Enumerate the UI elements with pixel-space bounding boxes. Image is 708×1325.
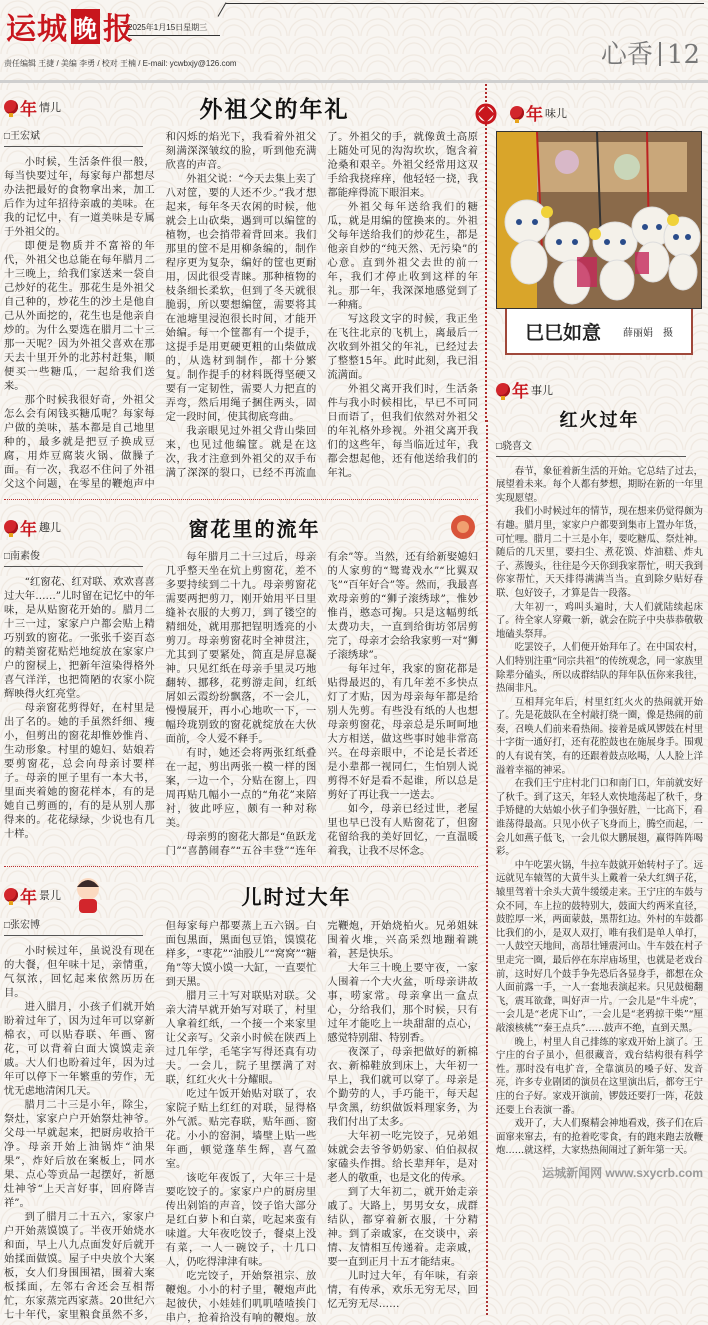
paragraph: 腊月三十写对联贴对联。父亲大清早就开始写对联了，村里人拿着红纸，一个接一个来家里让父亲写。父亲小时候在陕西上过几年学，毛笔字写得还真有功夫。一会儿，院子里摆满了对联，红红火火十分耀眼。 [165, 990, 317, 1086]
paragraph: 外祖父说：“今天去集上卖了八对筐，要的人还不少。”我才想起来，每年冬天农闲的时候，他就会上山砍柴，遇到可以编筐的植物，也会捎带着背回来。我们那里的筐不是用柳条编的，制作程序更为复杂，编好的筐也更耐用，因此很受青睐。那种植物的枝条细长柔软，但到了冬天就很脆弱，所以要想编筐，需要将其在池塘里浸泡很长时间，才能开始编。每一个筐都有一个提手，这提手是用更硬更粗的山柴做成的，从选材到制作，都十分繁复。制作提手的材料既得坚硬又要有一定韧性，需要人力把直的弄弯，然后用绳子捆住两头，固定一段时间，使其彻底弯曲。 [165, 173, 317, 423]
watermark: 运城新闻网 www.sxycrb.com [542, 1165, 703, 1180]
label-text: 趣儿 [39, 521, 61, 534]
author-byline: □南素俊 [4, 550, 143, 567]
article-body [4, 130, 478, 491]
label-char: 年 [512, 382, 529, 402]
column-divider [486, 420, 488, 1315]
issue-date: 2025年1月15日星期三 [128, 22, 220, 36]
divider [659, 42, 661, 66]
paragraph: “红窗花、红对联、欢欢喜喜过大年……”儿时留在记忆中的年味，是从贴窗花开始的。腊月二十三一过，家家户户都会贴上精巧别致的窗花。一张张千姿百态的精美窗花贴烂地绽放在家家户户的窗棂上，把新年渲染得格外喜气洋洋，也把简陋的农家小院辉映得火红亮堂。 [4, 576, 155, 700]
photo-caption: 巳巳如意 [524, 321, 601, 344]
section-header [4, 508, 478, 546]
label-char: 年 [526, 105, 543, 125]
paragraph: 春节，象征着新生活的开始。它总结了过去，展望着未来。每个人都有梦想，期盼在新的一年里实现愿望。 [496, 465, 703, 504]
paragraph: 母亲窗花剪得好，在村里是出了名的。她的手虽然纤细、瘦小，但剪出的窗花却惟妙惟肖、生动形象。村里的媳妇、姑娘若要剪窗花，总会向母亲讨要样子。母亲的匣子里有一本大书，里面夹着她的窗花样本，有的是她自己剪画的，有的是从别人那得来的。花花绿绿，少说也有几十样。 [4, 702, 155, 840]
paragraph: 小时候，生活条件很一般，每当快要过年，每家每户都想尽办法把最好的食物拿出来，加工后作为过年招待亲戚的美味。在我的记忆中，有一道美味是专属于外祖父的。 [4, 156, 155, 238]
column-label [510, 100, 703, 125]
lantern-icon [496, 383, 510, 397]
column-label [4, 95, 61, 120]
article-title: 外祖父的年礼 [199, 96, 350, 123]
paragraph: 大年三十晚上要守夜，一家人围着一个大火盆，听母亲讲故事，唠家常。母亲拿出一盒点心，分给我们，那个时候，只有过年才能吃上一块甜甜的点心，感觉特别甜、特别香。 [327, 962, 478, 1044]
article-title: 红火过年 [559, 410, 640, 431]
paragraph: 互相拜完年后，村里红红火火的热闹就开始了。先是花鼓队在全村敲打绕一圈，像是热闹的前奏，召唤人们前来看热闹。接着是威风锣鼓在村里十字街一通好打，还有花腔鼓也在施展身手。围观的人有说有笑，有的还跟着鼓点吆喝，人人脸上洋溢着幸福的神采。 [496, 696, 703, 776]
paragraph: 吃过午饭开始贴对联了，农家院子贴上红红的对联，显得格外气派。贴完春联，贴年画、窗花。小小的窑洞，墙壁上贴一些年画，顿觉蓬荜生辉，喜气盈室。 [165, 1088, 317, 1170]
label-text: 味儿 [545, 106, 567, 120]
paragraph: 到了腊月二十五六，家家户户开始蒸馍馍了。半夜开始烧水和面，早上八九点面发好后就开始揉面做馍。屋子中央放个大案板，女人们身围围裙，围着大案板揉面，左邻右舍还会互相帮忙，东家蒸完西家蒸。20世纪六七十年代，家里粮食虽然不多，但每家每户都要蒸上五六锅。白面包黑面，黑面包豆馅，馍馍花样多，“枣花”“油股儿”“窝窝”“糖角”等大馍小馍一大缸，一直要忙到天黑。 [4, 920, 317, 1321]
paragraph: 每年过年，我家的窗花都是贴得最迟的，有几年差不多快点灯了才贴，因为母亲每年都是给别人先剪。有些没有纸的人也想母亲剪窗花，母亲总是乐呵呵地大方相送，做这些事时她非常高兴。在母亲眼中，不论是长者还是小辈都一视同仁，生怕别人说剪得不好是看不起谁，所以总是剪好了再让我一一送去。 [327, 663, 478, 801]
paragraph: 外祖父离开我们时，生活条件与我小时候相比，早已不可同日而语了，但我们依然对外祖父的年礼格外珍视。外祖父离开我们的这些年，每当临近过年，我都会想起他，还有他送给我们的年礼。 [327, 383, 478, 479]
section-header [4, 875, 478, 915]
column-label [496, 377, 703, 402]
column-label [4, 515, 61, 540]
paragraph: 在我们王宁庄村北门口和南门口，年前就安好了秋千。到了这天，年轻人欢快地荡起了秋千，身手矫健的大姑娘小伙子们争强好胜，一比高下，看谁荡得最高。只见小伙子飞身而上，腾空而起，一会儿如燕子低飞，一会儿似大鹏展翅，赢得阵阵喝彩。 [496, 778, 703, 858]
label-char: 年 [20, 99, 37, 120]
lantern-icon [4, 888, 18, 902]
photo-snake-ornaments [496, 131, 702, 309]
paragraph: 那个时候我很好奇，外祖父怎么会有闲钱买糖瓜呢？每家每户做的美味，基本都是自己地里种的，最多就是把豆子换成豆腐，用炸豆腐装火锅、做臊子面。有一次，我忍不住问了外祖父这个问题，在零星的鞭炮声中和闪烁的焰光下，我看着外祖父刻满深深皱纹的脸，听到他充满欣喜的声音。 [4, 131, 317, 490]
paragraph: 儿时过大年，有年味，有亲情，有传承，欢乐无穷无尽，回忆无穷无尽…… [327, 1270, 478, 1310]
paragraph: 腊月二十三是小年，除尘，祭灶，家家户户开始祭灶神爷。父母一早就起来，把厨房收拾干净。母亲开始上油锅炸“油果果”，炸好后放在案板上，同水果、点心等贡品一起摆好，祈愿灶神爷“上天言好事，回府降吉祥”。 [4, 1099, 155, 1209]
paragraph: 吃完饺子，开始祭祖宗、放鞭炮。小小的村子里，鞭炮声此起彼伏，小娃娃们叽叽喳喳挨门串户，抢着拾没有响的鞭炮。放完鞭炮，开始烧柏火。兄弟姐妹围着火堆，兴高采烈地蹦着跳着，甚是快乐。 [165, 920, 478, 1324]
paragraph: 写这段文字的时候，我正坐在飞往北京的飞机上，离最后一次收到外祖父的年礼，已经过去了整整15年。此时此刻，我已泪流满面。 [327, 313, 478, 381]
article-childhood-new-year [4, 875, 478, 1325]
editor-credits: 责任编辑 王捷 / 美编 李勇 / 校对 王楠 / E-mail: ycwbxjy@126.com [4, 59, 237, 68]
label-text: 事儿 [531, 383, 553, 397]
article-body [496, 440, 703, 1158]
snake-plush-image [497, 132, 701, 308]
photo-credit: 薛丽娟 摄 [623, 327, 673, 339]
header-line [226, 3, 704, 4]
paragraph: 吃罢饺子，人们便开始拜年了。在中国农村，人们特别注重“同宗共祖”的传统观念，同一家族里除辈分磕头，所以成群结队的拜年队伍你来我往，热闹非凡。 [496, 642, 703, 695]
header-rule [0, 80, 708, 83]
child-mascot-icon [71, 875, 105, 915]
paragraph: 如今，母亲已经过世，老屋里也早已没有人贴窗花了，但窗花留给我的美好回忆，一直温暖着我，让我不尽怀念。 [327, 803, 478, 857]
label-text: 情儿 [39, 101, 61, 114]
left-articles [4, 88, 478, 1325]
section-page [601, 34, 700, 71]
paragraph: 晚上，村里人自己排练的家戏开始上演了。王宁庄的台子虽小，但很藏音，戏台结构很有科学性。那时没有电扩音，全靠演员的嗓子好、发音亮，许多专业剧团的演员在这里演出后，都夸王宁庄的台子好。家戏开演前，锣鼓还要打一阵，花鼓还要上台表演一番。 [496, 1036, 703, 1116]
masthead-text: 运城 [6, 12, 68, 47]
paragraph: 进入腊月，小孩子们就开始盼着过年了，因为过年可以穿新棉衣，可以贴春联、年画、窗花，可以背着白面大馍馍走亲戚。大人们也盼着过年，因为过年可以停下一年繁重的劳作，无忧无虑地清闲几天。 [4, 1001, 155, 1097]
lantern-icon [510, 106, 524, 120]
header-line [218, 2, 227, 16]
paragraph: 我亲眼见过外祖父背山柴回来，也见过他编筐。就是在这次，我才注意到外祖父的双手布满了深深的裂口，已经不再流血了。外祖父的手，就像黄土高原上随处可见的沟沟坎坎，饱含着沧桑和艰辛。外祖父经常用这双手给我挠痒痒，他轻轻一挠，我都能痒得流下眼泪来。 [165, 131, 478, 479]
paragraph: 夜深了，母亲把做好的新棉衣、新棉鞋放到床上，大年初一早上，我们就可以穿了。母亲是个勤劳的人，手巧能干，每天起早贪黑，纺织做饭料理家务，为我们付出了太多。 [327, 1046, 478, 1128]
right-column [496, 88, 703, 1181]
paragraph: 每年腊月二十三过后，母亲几乎整天坐在炕上剪窗花，差不多要持续到二十九。母亲剪窗花需要两把剪刀，刚开始用平日里缝补衣服的大剪刀，到了镂空的精细处，就用那把锃明透亮的小剪刀。母亲剪窗花时全神贯注，尤其到了要紧处，简直是屏息凝神。只见红纸在母亲手里灵巧地翻转、挪移，花剪游走间，红纸屑如云霞纷纷飘落，不一会儿，慢慢展开，再小心地吹一下，一幅玲珑别致的窗花就绽放在大伙面前，令人爱不释手。 [165, 551, 317, 745]
masthead-box: 晚 [71, 9, 100, 44]
page-number: 12 [666, 40, 700, 70]
paragraph: 中午吃罢火锅，牛拉车鼓就开始转村子了。远远就见车辕驾的大黄牛头上戴着一朵大红绸子花，辕里驾着十余头大黄牛缓缓走来。王宁庄的车鼓与众不同，车上拉的鼓特别大，鼓面大约两米直径，鼓腔厚一米，两面蒙鼓，黑帮红边。外村的车鼓都比我们的小，是双人双打，唯有我们是单人单打，一人鼓空天地间，高昂壮锤震河山。牛车鼓在村子里走完一圈，最后停在东岸庙场里，也就是老戏台前，这时好几个鼓手争先恐后各显身手，都想在众人面前露一手，一人一套地表演起来。只见鼓槌翻飞，震耳欲聋，叫好声一片。一会儿是“牛斗虎”，一会儿是“老虎下山”，一会儿是“老鸦掠干柴”“厘敲滚核桃”“秦王点兵”……鼓声不绝，直到天黑。 [496, 859, 703, 1034]
article-body [4, 550, 478, 858]
paragraph: 该吃年夜饭了，大年三十是要吃饺子的。家家户户的厨房里传出剁馅的声音，饺子馅大部分是红白萝卜和白菜，吃起来蛮有味道。大年夜吃饺子，餐桌上没有菜，一人一碗饺子，十几口人，仍吃得津津有味。 [165, 1172, 317, 1268]
paragraph: 外祖父每年送给我们的糖瓜，就是用编的筐换来的。外祖父每年送给我们的炒花生，都是他亲自炒的“纯天然、无污染”的心意。直到外祖父去世的前一年，我们才停止收到这样的年礼。那一年，我深深地感觉到了一种痛。 [327, 201, 478, 311]
lantern-icon [4, 100, 18, 114]
paragraph: 即便是物质并不富裕的年代，外祖父也总能在每年腊月二十三晚上，给我们家送来一袋自己炒好的花生。那花生是外祖父自己种的，炒花生的沙土是他自己从外面挖的，花生也是他亲自炒的。为什么要选在腊月二十三那一天呢？因为外祖父喜欢在那天去十里开外的北苏村赶集，顺便买一些糖瓜，一起给我们送来。 [4, 240, 155, 392]
paragraph: 戏开了，大人们聚精会神地看戏，孩子们在后面窜来窜去，有的抢着吃零食，有的跑来跑去放鞭炮……就这样，大家热热闹闹过了新年第一天。 [496, 1118, 703, 1157]
paper-cut-flower-icon [448, 512, 478, 542]
article-body [4, 919, 478, 1325]
paragraph: 我们小时候过年的情节，现在想来仍觉得颇为有趣。腊月里，家家户户都要到集市上置办年货，可忙哩。腊月二十三是小年，要吃糖瓜、祭灶神。随后的几天里，要扫尘、煮花馍、炸油糕、炸丸子、蒸馒头，往往是今天你到我家帮忙，明天我到你家帮忙，天天排得满满当当。直到除夕贴好春联、包好饺子，才算是告一段落。 [496, 506, 703, 599]
lantern-icon [4, 520, 18, 534]
photo-caption-box [505, 309, 693, 355]
label-text: 景儿 [39, 889, 61, 902]
masthead-text: 报 [103, 12, 134, 47]
label-char: 年 [20, 519, 37, 540]
section-divider [4, 866, 478, 867]
article-title: 窗花里的流年 [188, 516, 321, 541]
column-label [4, 883, 61, 908]
paragraph: 有时，她还会将两张红纸叠在一起，剪出两张一模一样的图案，一边一个，分贴在窗上，四周再贴几幅小一点的“角花”来陪衬，彼此呼应，颇有一种对称美。 [165, 747, 317, 829]
paragraph: 小时候过年，虽说没有现在的大餐，但年味十足，亲情重，气氛浓，回忆起来依然历历在目。 [4, 945, 155, 999]
author-byline: □骁喜文 [496, 440, 686, 457]
author-byline: □王宏斌 [4, 130, 143, 147]
article-title: 儿时过大年 [241, 884, 352, 909]
paragraph: 到了大年初二，就开始走亲戚了。大路上，男男女女，成群结队，都穿着新衣服，十分精神。到了亲戚家，在交谈中，亲情、友情相互传递着。走亲戚，要一直到正月十五才能结束。 [327, 1186, 478, 1268]
section-name: 心香 [600, 40, 653, 70]
paragraph: 大年初一吃完饺子，兄弟姐妹就会去爷爷奶奶家、伯伯叔叔家磕头作揖。给长辈拜年，是对老人的敬重，也是文化的传承。 [327, 1130, 478, 1184]
masthead-logo [6, 4, 134, 48]
author-byline: □张宏博 [4, 919, 143, 936]
section-header [4, 88, 478, 126]
section-divider [4, 499, 478, 500]
label-char: 年 [20, 887, 37, 908]
paragraph: 母亲剪的窗花大都是“鱼跃龙门”“喜鹊闹春”“五谷丰登”“连年有余”等。当然，还有给新娶媳妇的人家剪的“鸳鸯戏水”“比翼双飞”“百年好合”等。然而，我最喜欢母亲剪的“狮子滚绣球”，惟妙惟肖，憨态可掬。只是这幅剪纸太费功夫，一直到给街坊邻居剪完了，母亲才会给我家剪一对“狮子滚绣球”。 [165, 551, 478, 857]
article-grandfather-gift [4, 88, 478, 491]
paragraph: 大年初一，鸡叫头遍时，大人们就陆续起床了。待全家人穿戴一新，就会在院子中央恭恭敬敬地磕头祭拜。 [496, 601, 703, 640]
article-window-flowers [4, 508, 478, 858]
